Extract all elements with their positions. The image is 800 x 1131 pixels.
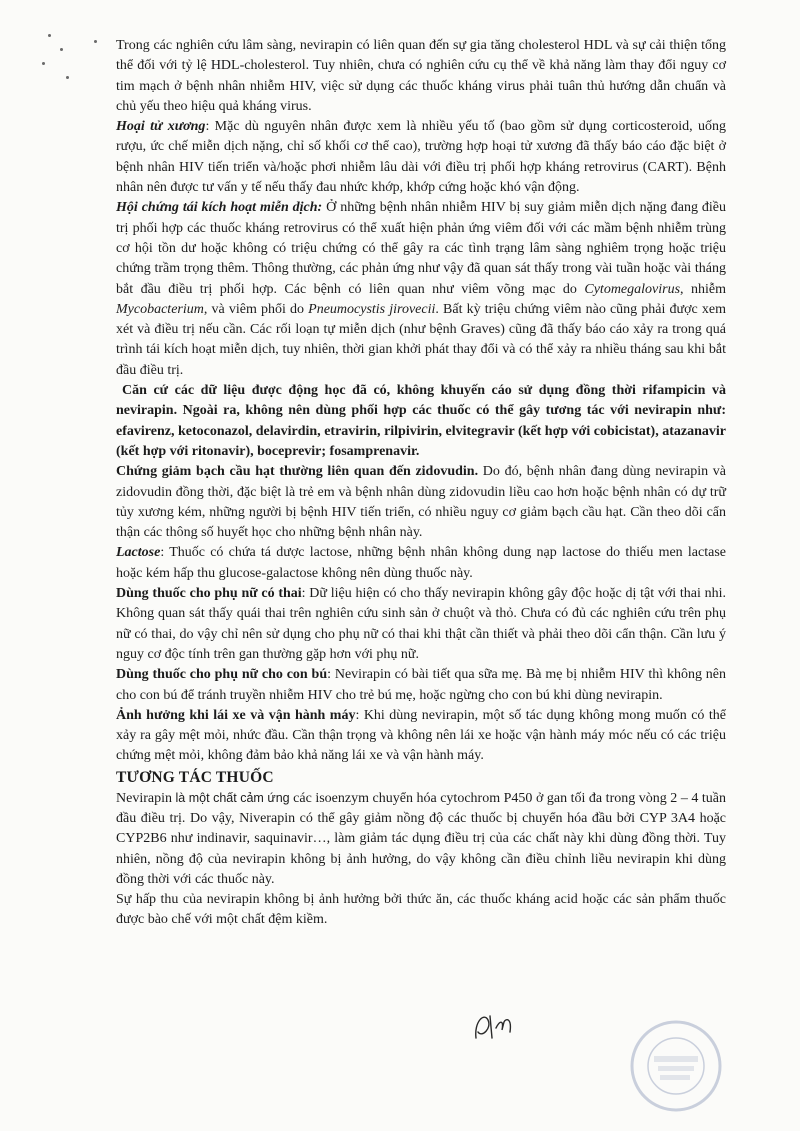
label-osteonecrosis: Hoại tử xương <box>116 119 206 135</box>
circular-stamp-icon <box>628 1018 724 1114</box>
label-driving: Ảnh hưởng khi lái xe và vận hành máy <box>116 707 356 723</box>
paragraph-breastfeeding: Dùng thuốc cho phụ nữ cho con bú: Nevirapin có bài tiết qua sữa mẹ. Bà mẹ bị nhiễm HIV thì không nên cho con bú để tránh truyền nhiễm HIV cho trẻ bú mẹ, hoặc ngừng cho con bú khi dùng nevirapin. <box>116 667 726 703</box>
paragraph-pregnancy: Dùng thuốc cho phụ nữ có thai: Dữ liệu hiện có cho thấy nevirapin không gây độc hoặc dị tật với thai nhi. Không quan sát thấy quái thai trên nghiên cứu sinh sản ở chuột và thỏ. Chưa có đủ các nghiên cứu trên phụ nữ có thai, do vậy chỉ nên sử dụng cho phụ nữ có thai khi thật cần thiết và phải theo dõi cẩn thận. Cần lưu ý nguy cơ độc tính trên gan thường gặp hơn với phụ nữ. <box>116 586 727 662</box>
label-granulocytopenia: Chứng giảm bạch cầu hạt thường liên quan đến zidovudin. <box>116 464 479 480</box>
label-lactose: Lactose <box>116 545 161 561</box>
document-body <box>116 36 726 931</box>
paragraph-absorption: Sự hấp thu của nevirapin không bị ảnh hưởng bởi thức ăn, các thuốc kháng acid hoặc các sản phẩm thuốc được bào chế với một chất đệm kiềm. <box>116 892 726 928</box>
paragraph-granulocytopenia: Chứng giảm bạch cầu hạt thường liên quan đến zidovudin. Do đó, bệnh nhân đang dùng nevirapin và zidovudin đồng thời, đặc biệt là trẻ em và bệnh nhân dùng zidovudin liều cao hơn hoặc bệnh nhân có dự trữ tủy xương kém, những người bị bệnh HIV tiến triển, có nhiều nguy cơ giảm bạch cầu hạt. Cần theo dõi cẩn thận các thông số huyết học cho những bệnh nhân này. <box>116 464 726 541</box>
handwritten-initials-icon <box>470 1008 530 1044</box>
section-heading-drug-interactions: TƯƠNG TÁC THUỐC <box>116 768 274 786</box>
paragraph-cytochrome: Nevirapin là một chất cảm ứng các isoenzym chuyển hóa cytochrom P450 ở gan tối đa trong vòng 2 – 4 tuần đầu điều trị. Do vậy, Niverapin có thể gây giảm nồng độ các thuốc bị chuyển hóa đầu bởi CYP 3A4 hoặc CYP2B6 như indinavir, saquinavir…, làm giảm tác dụng điều trị của các chất này khi dùng đồng thời. Tuy nhiên, nồng độ của nevirapin không bị ảnh hưởng, do vậy không cần điều chỉnh liều nevirapin khi dùng đồng thời với các thuốc này. <box>116 790 726 887</box>
paragraph-hdl: Trong các nghiên cứu lâm sàng, nevirapin có liên quan đến sự gia tăng cholesterol HDL và sự cải thiện tổng thể đối với tỷ lệ HDL-cholesterol. Tuy nhiên, chưa có nghiên cứu cụ thể về khả năng làm thay đổi nguy cơ tim mạch ở bệnh nhân nhiễm HIV, việc sử dụng các thuốc kháng virus phải tuân thủ hướng dẫn chuẩn và chủ yếu theo hiệu quả kháng virus. <box>116 38 726 114</box>
paragraph-lactose: Lactose: Thuốc có chứa tá dược lactose, những bệnh nhân không dung nạp lactose do thiếu men lactase hoặc kém hấp thu glucose-galactose không nên dùng thuốc này. <box>116 545 726 581</box>
label-pregnancy: Dùng thuốc cho phụ nữ có thai <box>116 586 302 602</box>
paragraph-immune-reconstitution: Hội chứng tái kích hoạt miễn dịch: Ở những bệnh nhân nhiễm HIV bị suy giảm miễn dịch nặng đang điều trị phối hợp các thuốc kháng retrovirus có thể xuất hiện phản ứng viêm đối với các mầm bệnh nhiễm trùng cơ hội tồn dư hoặc không có triệu chứng có thể gây ra các tình trạng lâm sàng nghiêm trọng hoặc triệu chứng trầm trọng thêm. Thông thường, các phản ứng như vậy đã quan sát thấy trong vài tuần hoặc vài tháng bắt đầu điều trị phối hợp. Các bệnh có liên quan như viêm võng mạc do Cytomegalovirus, nhiễm Mycobacterium, và viêm phổi do Pneumocystis jirovecii. Bất kỳ triệu chứng viêm nào cũng phải được xem xét và điều trị nếu cần. Các rối loạn tự miễn dịch (như bệnh Graves) cũng đã thấy báo cáo xảy ra trong quá trình tái kích hoạt miễn dịch, tuy nhiên, thời gian khởi phát thay đổi và có thể xảy ra nhiều tháng sau khi bắt đầu điều trị. <box>116 200 726 378</box>
paragraph-interactions-warning: Căn cứ các dữ liệu được động học đã có, không khuyến cáo sử dụng đồng thời rifampicin và nevirapin. Ngoài ra, không nên dùng phối hợp các thuốc có thể gây tương tác với nevirapin như: efavirenz, ketoconazol, delavirdin, etravirin, rilpivirin, elvitegravir (kết hợp với cobicistat), atazanavir (kết hợp với ritonavir), boceprevir; fosamprenavir. <box>116 383 726 459</box>
label-immune-reconstitution: Hội chứng tái kích hoạt miễn dịch: <box>116 200 323 216</box>
paragraph-driving: Ảnh hưởng khi lái xe và vận hành máy: Khi dùng nevirapin, một số tác dụng không mong muốn có thể xảy ra gây mệt mỏi, nhức đầu. Cần thận trọng và không nên lái xe hoặc vận hành máy móc nếu có các triệu chứng mệt mỏi, không đảm bảo khả năng lái xe và vận hành máy. <box>116 707 727 764</box>
paragraph-osteonecrosis: Hoại tử xương: Mặc dù nguyên nhân được xem là nhiều yếu tố (bao gồm sử dụng corticosteroid, uống rượu, ức chế miễn dịch nặng, chỉ số khối cơ thể cao), trường hợp hoại tử xương đã thấy báo cáo đặc biệt ở bệnh nhân HIV tiến triển và/hoặc phơi nhiễm lâu dài với điều trị phối hợp kháng retrovirus (CART). Bệnh nhân nên được tư vấn y tế nếu thấy đau nhức khớp, khớp cứng hoặc khó vận động. <box>116 119 726 196</box>
label-breastfeeding: Dùng thuốc cho phụ nữ cho con bú <box>116 667 328 683</box>
